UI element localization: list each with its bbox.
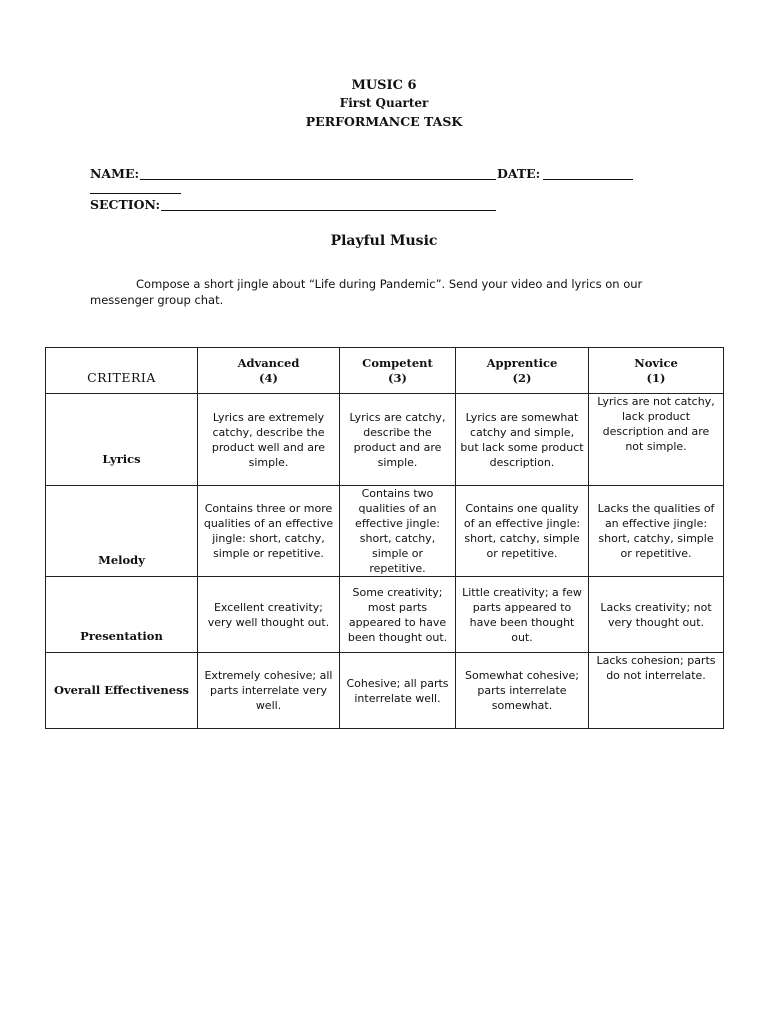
- rubric-cell: Contains one quality of an effective jingle: short, catchy, simple or repetitive.: [456, 486, 589, 577]
- rubric-cell: Contains two qualities of an effective jingle: short, catchy, simple or repetitive.: [340, 486, 456, 577]
- rubric-cell: Cohesive; all parts interrelate well.: [340, 653, 456, 729]
- section-label: SECTION:: [90, 197, 161, 212]
- rubric-cell: Lacks the qualities of an effective jingle: short, catchy, simple or repetitive.: [589, 486, 724, 577]
- rubric-row-lyrics: [46, 394, 724, 486]
- criterion-label: Presentation: [46, 577, 198, 653]
- date-field[interactable]: [543, 167, 633, 180]
- date-label: DATE:: [497, 166, 541, 181]
- rubric-cell: Somewhat cohesive; parts interrelate somewhat.: [456, 653, 589, 729]
- level-novice-header: [589, 348, 724, 394]
- rubric-row-melody: [46, 486, 724, 577]
- criterion-label: Overall Effectiveness: [46, 653, 198, 729]
- task-title: PERFORMANCE TASK: [305, 114, 463, 129]
- level-score: (2): [512, 370, 532, 385]
- rubric-cell: Lacks cohesion; parts do not interrelate.: [589, 653, 724, 729]
- rubric-cell: Some creativity; most parts appeared to have been thought out.: [340, 577, 456, 653]
- level-name: Advanced: [237, 355, 300, 370]
- rubric-cell: Little creativity; a few parts appeared to have been thought out.: [456, 577, 589, 653]
- section-field[interactable]: [161, 198, 496, 211]
- name-field[interactable]: [140, 167, 496, 180]
- level-name: Competent: [362, 355, 433, 370]
- level-name: Apprentice: [486, 355, 558, 370]
- level-competent-header: [340, 348, 456, 394]
- rubric-table: [45, 347, 724, 729]
- rubric-cell: Lyrics are extremely catchy, describe the product well and are simple.: [198, 394, 340, 486]
- criteria-header: CRITERIA: [46, 348, 198, 394]
- rubric-cell: Contains three or more qualities of an effective jingle: short, catchy, simple or repetitive.: [198, 486, 340, 577]
- rubric-cell: Lyrics are somewhat catchy and simple, but lack some product description.: [456, 394, 589, 486]
- level-advanced-header: [198, 348, 340, 394]
- rubric-row-overall-effectiveness: [46, 653, 724, 729]
- rubric-row-presentation: [46, 577, 724, 653]
- subject-title: MUSIC 6: [351, 78, 417, 93]
- rubric-cell: Extremely cohesive; all parts interrelate very well.: [198, 653, 340, 729]
- criterion-label: Melody: [46, 486, 198, 577]
- rubric-cell: Lyrics are not catchy, lack product description and are not simple.: [589, 394, 724, 486]
- rubric-cell: Excellent creativity; very well thought out.: [198, 577, 340, 653]
- level-score: (4): [259, 370, 278, 385]
- level-name: Novice: [634, 355, 678, 370]
- instruction-text: Compose a short jingle about “Life during Pandemic”. Send your video and lyrics on our messenger group chat.: [90, 277, 643, 307]
- rubric-cell: Lyrics are catchy, describe the product and are simple.: [340, 394, 456, 486]
- criterion-label: Lyrics: [46, 394, 198, 486]
- quarter-label: First Quarter: [339, 96, 429, 110]
- rubric-header-row: [46, 348, 724, 394]
- rubric-cell: Lacks creativity; not very thought out.: [589, 577, 724, 653]
- date-field-continued[interactable]: [90, 183, 181, 194]
- task-name: Playful Music: [330, 233, 438, 249]
- name-label: NAME:: [90, 166, 140, 181]
- level-score: (3): [388, 370, 407, 385]
- level-apprentice-header: [456, 348, 589, 394]
- level-score: (1): [646, 370, 666, 385]
